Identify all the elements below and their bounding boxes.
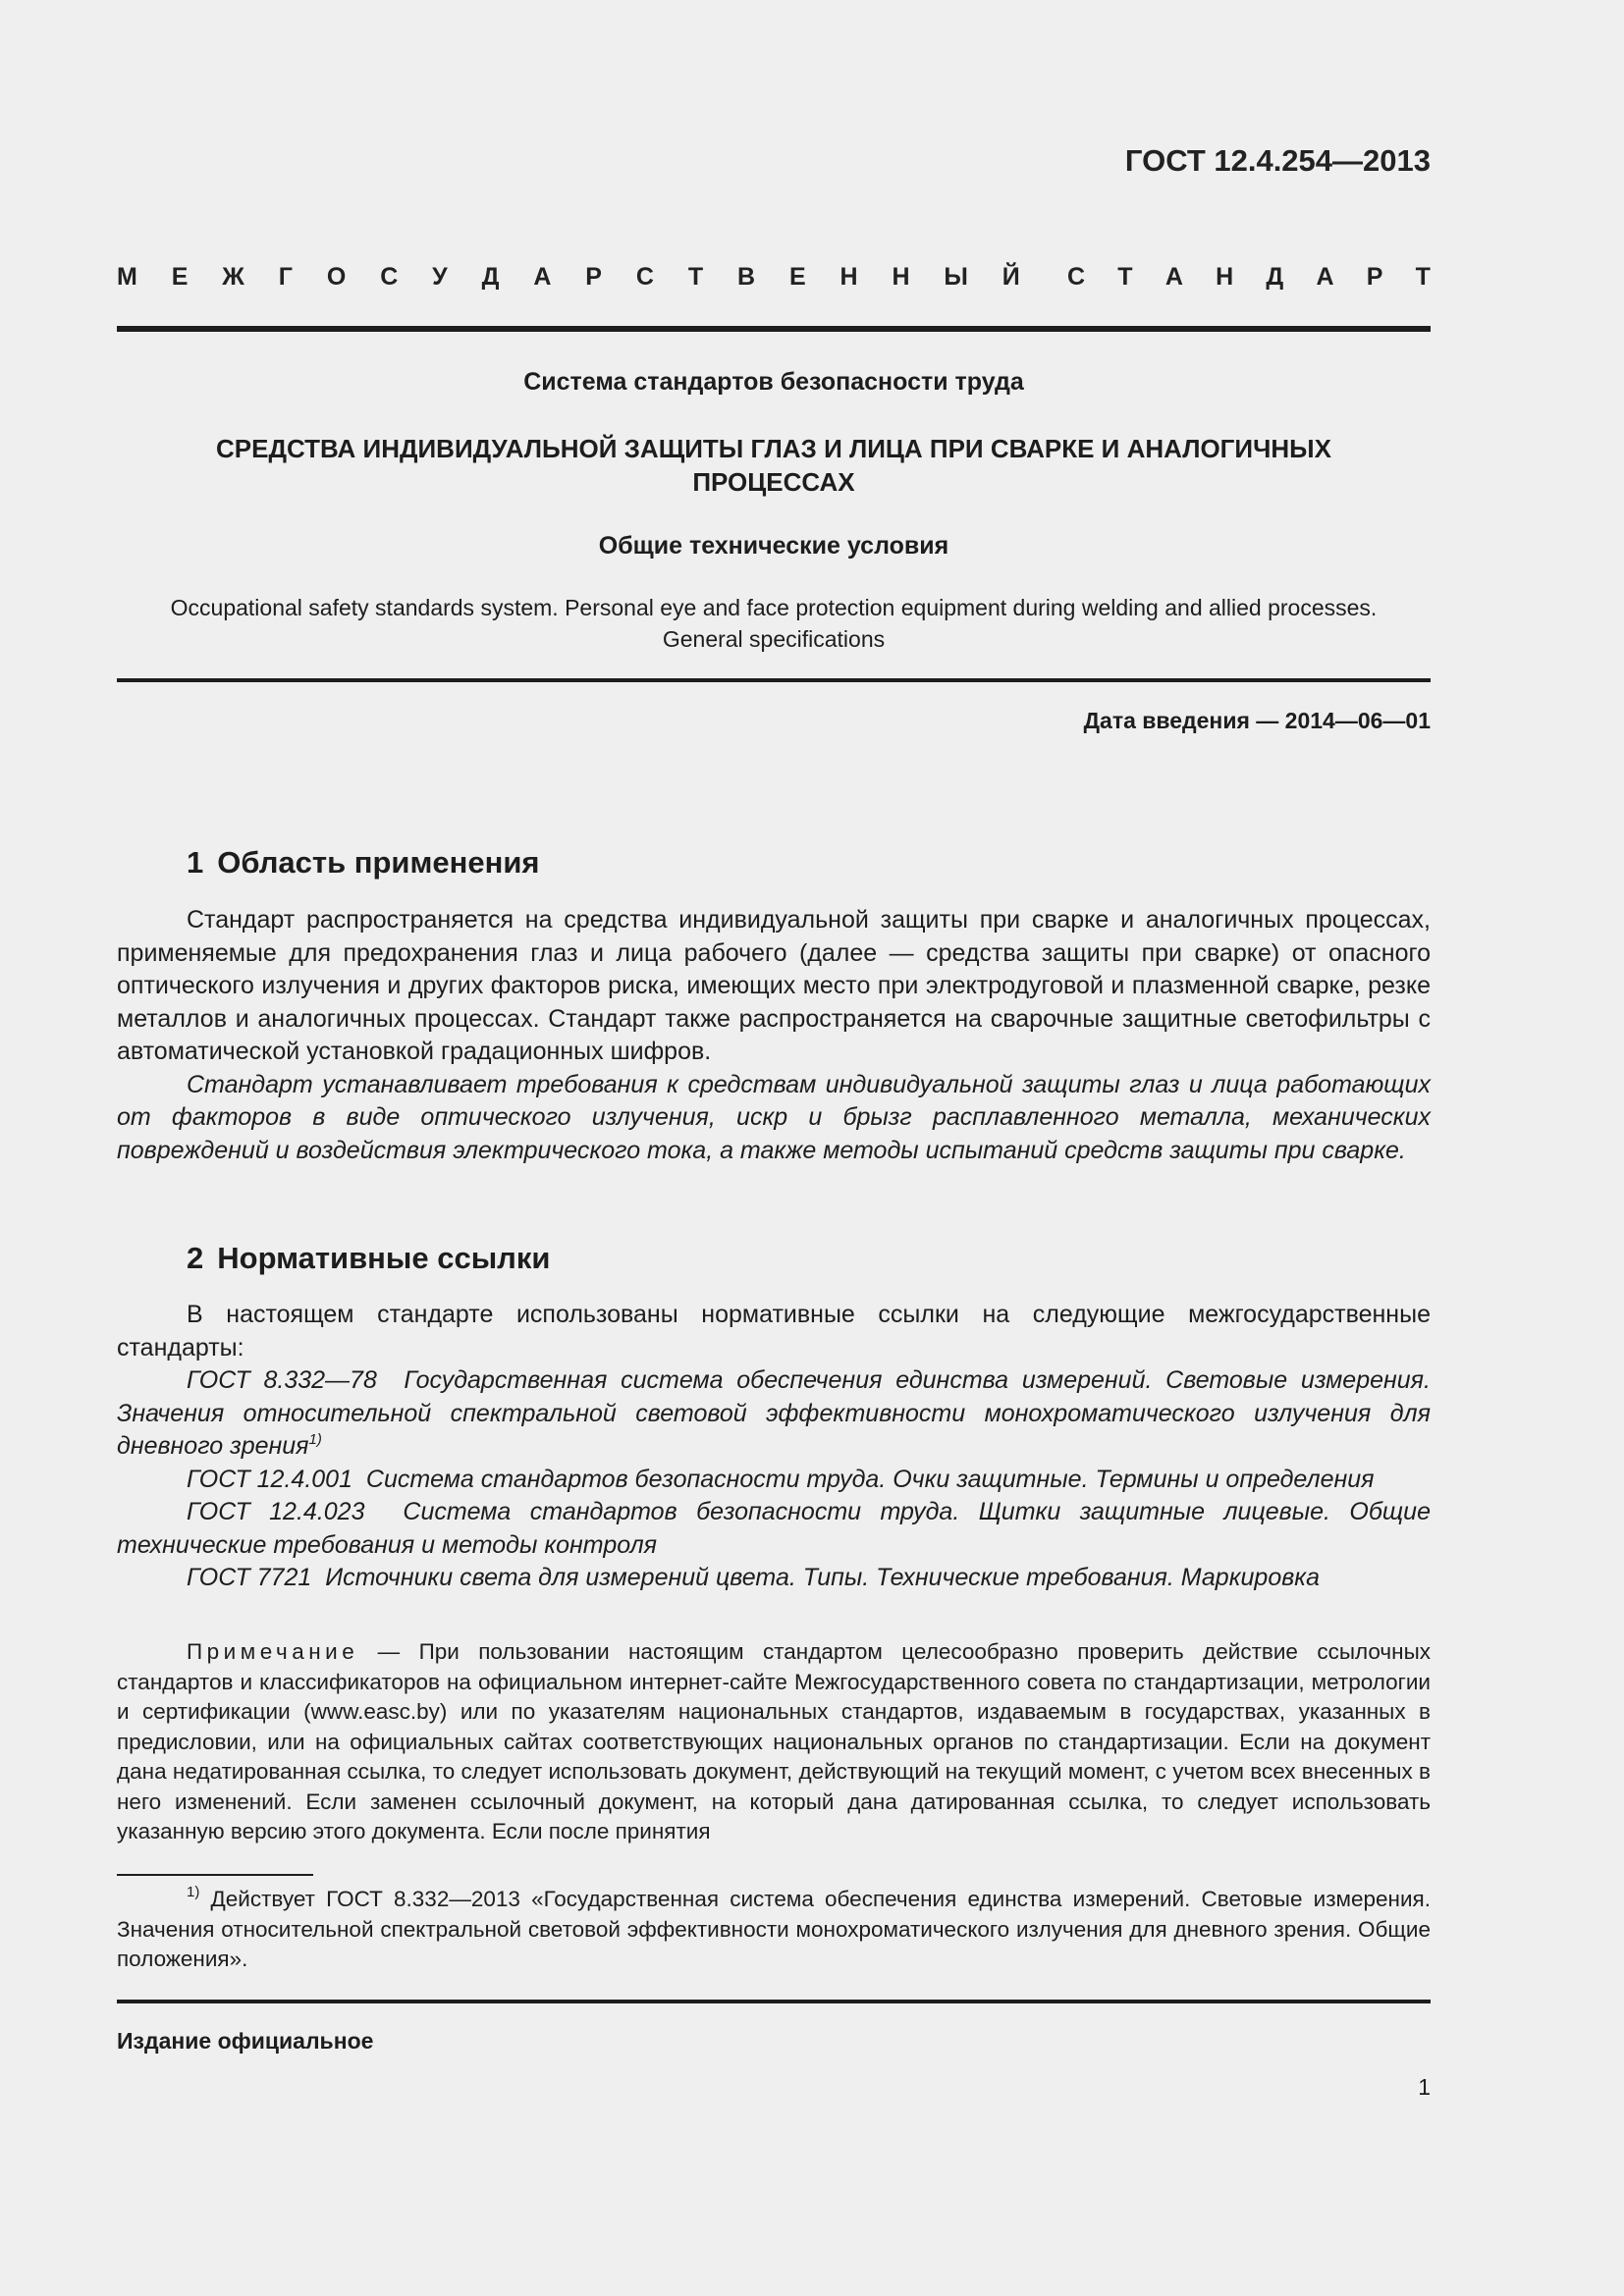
introduction-date: Дата введения — 2014—06—01: [1083, 708, 1431, 733]
header-rule: [117, 326, 1431, 332]
section-2-heading: [187, 1241, 550, 1276]
letter: Ж: [222, 263, 244, 291]
document-page: [117, 0, 1431, 2296]
system-name: Система стандартов безопасности труда: [523, 368, 1024, 396]
footnote-text: Действует ГОСТ 8.332—2013 «Государственная система обеспечения единства измерений. Световые измерения. Значения относительной спектральной световой эффективности монохроматического излучения для дневного зрения. Общие положения».: [117, 1887, 1431, 1971]
reference-code: ГОСТ 8.332—78: [187, 1366, 377, 1394]
letter: Т: [1415, 263, 1431, 291]
letter: В: [736, 263, 756, 291]
english-title-line1: Occupational safety standards system. Personal eye and face protection equipment during welding and allied processes.: [170, 595, 1378, 620]
letter: Ы: [944, 263, 968, 291]
letter: О: [326, 263, 347, 291]
paragraph: Стандарт устанавливает требования к средствам индивидуальной защиты глаз и лица работающих от факторов в виде оптического излучения, искр и брызг расплавленного металла, механических повреждений и воздействия электрического тока, а также методы испытаний средств защиты при сварке.: [117, 1070, 1431, 1164]
english-title-line2: General specifications: [662, 626, 886, 652]
reference-title: Государственная система обеспечения единства измерений. Световые измерения. Значения относительной спектральной световой эффективности монохроматического излучения для дневного зрения: [117, 1366, 1431, 1460]
reference-item: [117, 1464, 1431, 1497]
section-2-body: [117, 1299, 1431, 1595]
letter: Й: [1001, 263, 1020, 291]
section-title: Область применения: [217, 845, 540, 880]
letter: А: [1316, 263, 1334, 291]
footnote-marker: 1): [187, 1884, 200, 1900]
footnote-rule: [117, 1874, 313, 1876]
letter: Н: [1216, 263, 1234, 291]
interstate-word: [117, 263, 1020, 292]
document-subtitle: Общие технические условия: [598, 532, 949, 560]
paragraph: В настоящем стандарте использованы нормативные ссылки на следующие межгосударственные стандарты:: [117, 1301, 1431, 1362]
footer-rule: [117, 2000, 1431, 2003]
reference-code: ГОСТ 12.4.023: [187, 1498, 365, 1525]
section-1-body: [117, 904, 1431, 1167]
note-block: [117, 1637, 1431, 1847]
letter: Н: [839, 263, 858, 291]
letter: У: [432, 263, 448, 291]
letter: Н: [892, 263, 910, 291]
letter: А: [533, 263, 552, 291]
standard-word: [1067, 263, 1431, 292]
section-number: 1: [187, 845, 204, 880]
section-number: 2: [187, 1241, 204, 1275]
gost-code: ГОСТ 12.4.254—2013: [1124, 143, 1431, 178]
letter: Д: [481, 263, 500, 291]
reference-title: Источники света для измерений цвета. Типы. Технические требования. Маркировка: [325, 1564, 1320, 1591]
letter: Д: [1266, 263, 1284, 291]
letter: Т: [1117, 263, 1133, 291]
reference-item: [117, 1562, 1431, 1595]
letter: А: [1164, 263, 1183, 291]
letter: С: [1067, 263, 1086, 291]
letter: Р: [1366, 263, 1383, 291]
section-1-heading: [187, 845, 540, 881]
interstate-standard-label: [117, 263, 1431, 292]
letter: Т: [687, 263, 704, 291]
note-text: — При пользовании настоящим стандартом целесообразно проверить действие ссылочных стандартов и классификаторов на официальном интернет-сайте Межгосударственного совета по стандартизации, метрологии и сертификации (www.easc.by) или по указателям национальных стандартов, издаваемым в государствах, указанных в предисловии, или на официальных сайтах соответствующих национальных органов по стандартизации. Если на документ дана недатированная ссылка, то следует использовать документ, действующий на текущий момент, с учетом всех внесенных в него изменений. Если заменен ссылочный документ, на который дана датированная ссылка, то следует использовать указанную версию этого документа. Если после принятия: [117, 1639, 1431, 1843]
reference-item: [117, 1496, 1431, 1562]
official-edition-label: Издание официальное: [117, 2028, 374, 2054]
reference-code: ГОСТ 7721: [187, 1564, 312, 1591]
letter: Е: [171, 263, 189, 291]
footnote-marker: 1): [308, 1431, 322, 1448]
letter: Г: [278, 263, 293, 291]
letter: М: [117, 263, 137, 291]
paragraph: Стандарт распространяется на средства индивидуальной защиты при сварке и аналогичных процессах, применяемые для предохранения глаз и лица рабочего (далее — средства защиты при сварке) от опасного оптического излучения и других факторов риска, имеющих место при электродуговой и плазменной сварке, резке металлов и аналогичных процессах. Стандарт также распространяется на сварочные защитные светофильтры с автоматической установкой градационных шифров.: [117, 906, 1431, 1065]
reference-code: ГОСТ 12.4.001: [187, 1465, 352, 1493]
letter: Е: [788, 263, 806, 291]
letter: С: [380, 263, 399, 291]
page-number: 1: [1418, 2074, 1431, 2100]
reference-title: Система стандартов безопасности труда. Очки защитные. Термины и определения: [365, 1465, 1375, 1493]
english-title: [117, 592, 1431, 655]
footnote: [117, 1885, 1431, 1975]
section-title: Нормативные ссылки: [217, 1241, 551, 1275]
letter: Р: [585, 263, 602, 291]
reference-item: [117, 1364, 1431, 1464]
letter: С: [635, 263, 654, 291]
document-title: СРЕДСТВА ИНДИВИДУАЛЬНОЙ ЗАЩИТЫ ГЛАЗ И ЛИЦА ПРИ СВАРКЕ И АНАЛОГИЧНЫХ ПРОЦЕССАХ: [216, 434, 1331, 497]
reference-title: Система стандартов безопасности труда. Щитки защитные лицевые. Общие технические требования и методы контроля: [117, 1498, 1431, 1559]
note-label: Примечание: [187, 1639, 359, 1664]
title-rule: [117, 678, 1431, 682]
